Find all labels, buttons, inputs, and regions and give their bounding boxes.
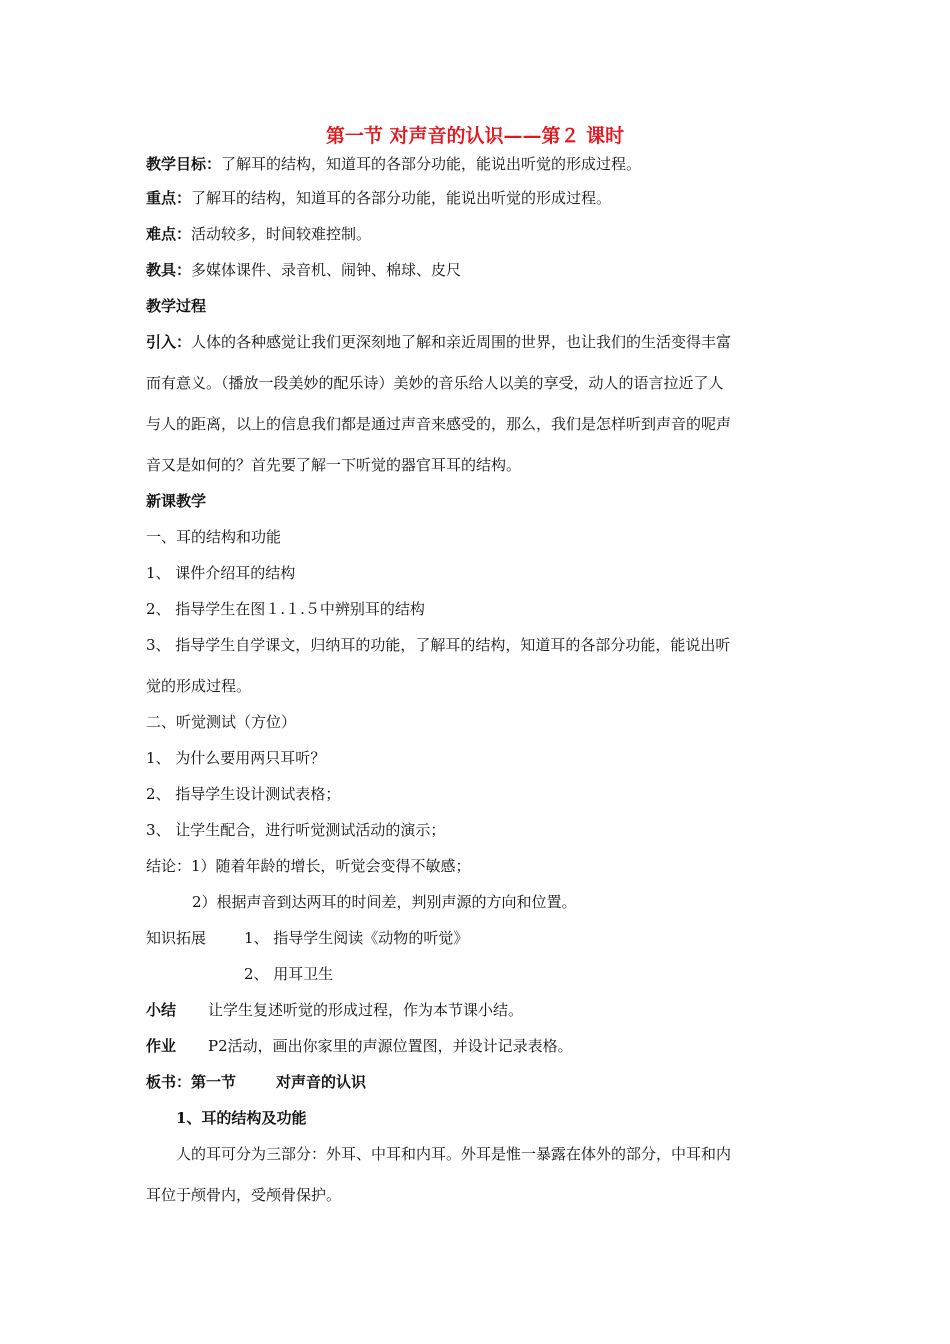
section1-item-3: 3、 指导学生自学课文，归纳耳的功能，了解耳的结构，知道耳的各部分功能，能说出听 <box>146 636 731 654</box>
key-point-label: 重点： <box>146 189 192 207</box>
tools-text: 多媒体课件、录音机、闹钟、棉球、皮尺 <box>191 261 462 279</box>
section1-heading: 一、耳的结构和功能 <box>146 528 282 546</box>
board-label: 板书：第一节 <box>146 1073 237 1091</box>
summary-label: 小结 <box>146 1001 177 1019</box>
extension-label: 知识拓展 <box>146 929 207 947</box>
teaching-tools <box>146 260 461 280</box>
key-point <box>146 188 611 208</box>
tools-label: 教具： <box>146 261 192 279</box>
intro-label: 引入： <box>146 333 192 351</box>
board-line-1: 人的耳可分为三部分：外耳、中耳和内耳。外耳是惟一暴露在体外的部分，中耳和内 <box>176 1145 732 1163</box>
conclusion-text-1: 1）随着年龄的增长，听觉会变得不敏感； <box>191 857 471 875</box>
homework <box>146 1036 573 1056</box>
process-heading: 教学过程 <box>146 297 207 315</box>
intro-line-2: 而有意义。（播放一段美妙的配乐诗）美妙的音乐给人以美的享受，动人的语言拉近了人 <box>146 374 724 392</box>
intro-text-1: 人体的各种感觉让我们更深刻地了解和亲近周围的世界，也让我们的生活变得丰富 <box>191 333 732 351</box>
goal-text: 了解耳的结构，知道耳的各部分功能，能说出听觉的形成过程。 <box>221 155 642 173</box>
section2-item-3: 3、 让学生配合，进行听觉测试活动的演示； <box>146 821 446 839</box>
intro-line-4: 音又是如何的？首先要了解一下听觉的器官耳耳的结构。 <box>146 456 522 474</box>
board-title: 对声音的认识 <box>276 1073 367 1091</box>
section2-item-2: 2、 指导学生设计测试表格； <box>146 785 341 803</box>
conclusion-line-2: 2）根据声音到达两耳的时间差，判别声源的方向和位置。 <box>192 893 577 911</box>
extension-item-1: 1、 指导学生阅读《动物的听觉》 <box>244 929 469 947</box>
conclusion-label: 结论： <box>146 857 192 875</box>
new-lesson-heading: 新课教学 <box>146 492 207 510</box>
page-title: 第一节 对声音的认识——第２ 课时 <box>325 125 625 147</box>
section2-item-1: 1、 为什么要用两只耳听？ <box>146 749 326 767</box>
board-subheading: 1、耳的结构及功能 <box>176 1109 307 1127</box>
homework-label: 作业 <box>146 1037 177 1055</box>
section1-item-1: 1、 课件介绍耳的结构 <box>146 564 296 582</box>
section2-heading: 二、听觉测试（方位） <box>146 713 297 731</box>
key-point-text: 了解耳的结构，知道耳的各部分功能，能说出听觉的形成过程。 <box>191 189 612 207</box>
goal-label: 教学目标： <box>146 155 222 173</box>
intro-line-3: 与人的距离，以上的信息我们都是通过声音来感受的，那么，我们是怎样听到声音的呢声 <box>146 415 732 433</box>
difficulty-text: 活动较多，时间较难控制。 <box>191 225 372 243</box>
difficulty <box>146 224 371 244</box>
homework-text: P2活动，画出你家里的声源位置图，并设计记录表格。 <box>208 1037 573 1055</box>
summary-text: 让学生复述听觉的形成过程，作为本节课小结。 <box>208 1001 524 1019</box>
conclusion-line-1 <box>146 856 471 876</box>
intro-line-1 <box>146 332 731 352</box>
section1-item-2: 2、 指导学生在图１.１.５中辨别耳的结构 <box>146 600 425 618</box>
board-plan <box>146 1072 366 1092</box>
section1-item-3-cont: 觉的形成过程。 <box>146 677 252 695</box>
extension-line-1 <box>146 928 468 948</box>
teaching-goal <box>146 154 641 174</box>
extension-item-2: 2、 用耳卫生 <box>244 965 334 983</box>
difficulty-label: 难点： <box>146 225 192 243</box>
board-line-2: 耳位于颅骨内，受颅骨保护。 <box>146 1186 342 1204</box>
summary <box>146 1000 523 1020</box>
